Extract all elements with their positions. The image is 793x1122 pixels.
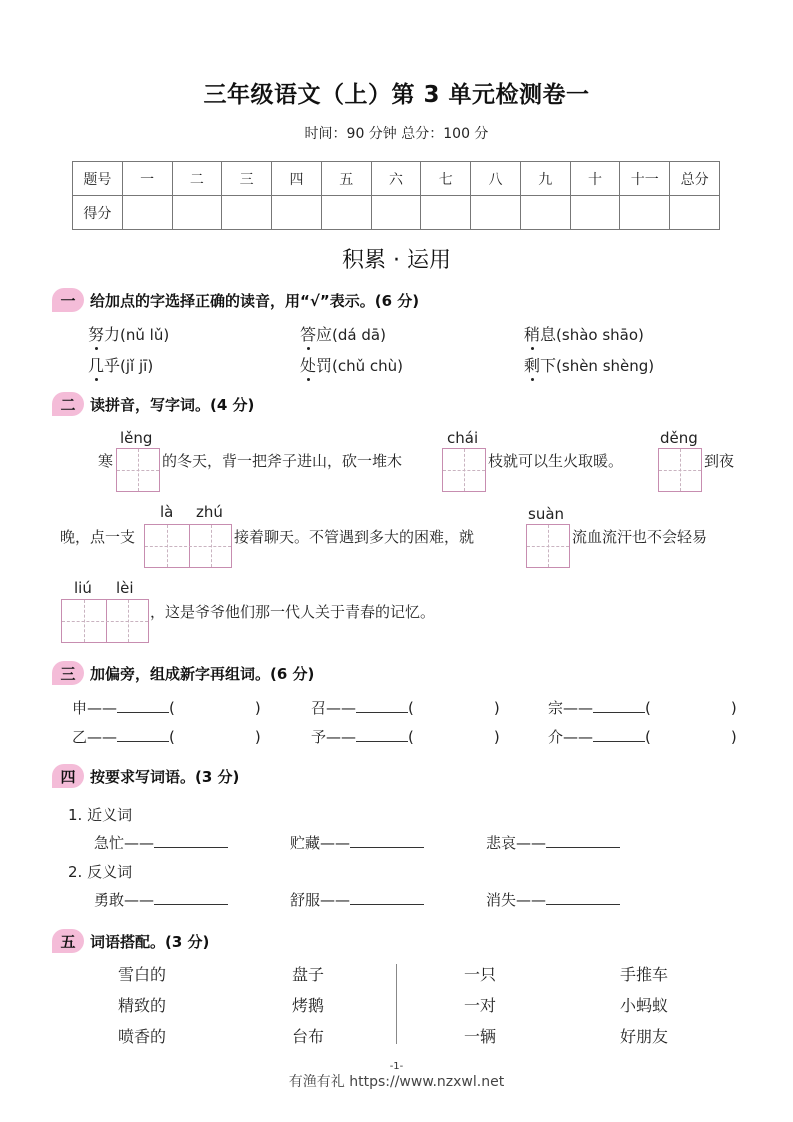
match-word[interactable]: 雪白的 bbox=[118, 965, 167, 984]
writing-grid-box[interactable] bbox=[116, 448, 160, 492]
sentence-text: ，这是爷爷他们那一代人关于青春的记忆。 bbox=[150, 603, 436, 621]
watermark: 有渔有礼 https://www.nzxwl.net bbox=[288, 1074, 505, 1090]
question-1-heading bbox=[52, 288, 419, 312]
score-input-cell[interactable] bbox=[520, 196, 570, 230]
answer-blank[interactable] bbox=[154, 847, 228, 848]
score-cell: 十一 bbox=[620, 162, 670, 196]
score-cell: 七 bbox=[421, 162, 471, 196]
match-word[interactable]: 手推车 bbox=[620, 965, 669, 984]
score-table bbox=[72, 161, 720, 230]
sentence-text: 接着聊天。不管遇到多大的困难，就 bbox=[234, 528, 475, 546]
match-word[interactable]: 精致的 bbox=[118, 996, 167, 1015]
match-word[interactable]: 小蚂蚁 bbox=[620, 996, 669, 1015]
pinyin-label: lěng bbox=[120, 429, 153, 447]
pinyin-choice-item[interactable]: 几乎(jǐ jī) bbox=[88, 356, 154, 375]
pinyin-label: chái bbox=[447, 429, 479, 447]
writing-grid-box-double[interactable] bbox=[61, 599, 149, 643]
score-input-cell[interactable] bbox=[570, 196, 620, 230]
question-2-heading bbox=[52, 392, 254, 416]
sentence-text: 寒 bbox=[98, 452, 114, 470]
answer-blank[interactable] bbox=[593, 741, 645, 742]
score-table-header-row bbox=[73, 162, 720, 196]
page-title: 三年级语文（上）第 3 单元检测卷一 bbox=[203, 82, 590, 108]
answer-blank[interactable] bbox=[117, 712, 169, 713]
answer-blank[interactable] bbox=[350, 904, 424, 905]
page-number: -1- bbox=[389, 1061, 404, 1072]
sub-heading-synonyms: 1. 近义词 bbox=[68, 806, 133, 824]
match-word[interactable]: 喷香的 bbox=[118, 1027, 167, 1046]
pinyin-choice-item[interactable]: 稍息(shào shāo) bbox=[524, 325, 644, 344]
radical-item: 乙—— ( ) bbox=[72, 728, 261, 746]
score-input-cell[interactable] bbox=[620, 196, 670, 230]
pinyin-choice-item[interactable]: 处罚(chǔ chù) bbox=[300, 356, 404, 375]
sub-heading-antonyms: 2. 反义词 bbox=[68, 863, 133, 881]
score-cell: 五 bbox=[321, 162, 371, 196]
answer-blank[interactable] bbox=[356, 712, 408, 713]
score-cell: 总分 bbox=[670, 162, 720, 196]
pinyin-label: là bbox=[160, 503, 174, 521]
score-row-label: 得分 bbox=[73, 196, 123, 230]
writing-grid-box[interactable] bbox=[526, 524, 570, 568]
question-prompt: 读拼音，写字词。(4 分) bbox=[90, 395, 255, 414]
writing-grid-box-double[interactable] bbox=[144, 524, 232, 568]
pinyin-label: suàn bbox=[528, 505, 565, 523]
match-word[interactable]: 盘子 bbox=[292, 965, 325, 984]
match-word[interactable]: 烤鹅 bbox=[292, 996, 325, 1015]
radical-item: 宗—— ( ) bbox=[548, 699, 737, 717]
question-number-badge: 三 bbox=[52, 661, 84, 685]
writing-grid-box[interactable] bbox=[658, 448, 702, 492]
column-divider bbox=[396, 964, 397, 1044]
pinyin-choice-item[interactable]: 努力(nǔ lǔ) bbox=[88, 325, 170, 344]
question-prompt: 按要求写词语。(3 分) bbox=[90, 767, 240, 786]
score-input-cell[interactable] bbox=[222, 196, 272, 230]
question-number-badge: 一 bbox=[52, 288, 84, 312]
score-input-cell[interactable] bbox=[172, 196, 222, 230]
word-item: 急忙—— bbox=[94, 832, 228, 853]
question-5-heading bbox=[52, 929, 209, 953]
answer-blank[interactable] bbox=[350, 847, 424, 848]
pinyin-choice-item[interactable]: 答应(dá dā) bbox=[300, 325, 386, 344]
question-3-heading bbox=[52, 661, 314, 685]
pinyin-label: děng bbox=[660, 429, 698, 447]
match-word[interactable]: 一只 bbox=[464, 965, 497, 984]
pinyin-label: zhú bbox=[196, 503, 223, 521]
score-cell: 三 bbox=[222, 162, 272, 196]
score-input-cell[interactable] bbox=[122, 196, 172, 230]
sentence-text: 晚，点一支 bbox=[60, 528, 136, 546]
score-input-cell[interactable] bbox=[321, 196, 371, 230]
answer-blank[interactable] bbox=[117, 741, 169, 742]
question-number-badge: 五 bbox=[52, 929, 84, 953]
question-prompt: 加偏旁，组成新字再组词。(6 分) bbox=[90, 664, 315, 683]
score-cell: 一 bbox=[122, 162, 172, 196]
score-cell: 九 bbox=[520, 162, 570, 196]
answer-blank[interactable] bbox=[593, 712, 645, 713]
score-cell: 十 bbox=[570, 162, 620, 196]
question-prompt: 词语搭配。(3 分) bbox=[90, 932, 210, 951]
word-item: 悲哀—— bbox=[486, 832, 620, 853]
question-4-heading bbox=[52, 764, 239, 788]
writing-grid-box[interactable] bbox=[442, 448, 486, 492]
radical-item: 召—— ( ) bbox=[311, 699, 500, 717]
word-item: 勇敢—— bbox=[94, 889, 228, 910]
score-input-cell[interactable] bbox=[670, 196, 720, 230]
match-word[interactable]: 好朋友 bbox=[620, 1027, 669, 1046]
word-item: 舒服—— bbox=[290, 889, 424, 910]
radical-item: 介—— ( ) bbox=[548, 728, 737, 746]
answer-blank[interactable] bbox=[546, 904, 620, 905]
pinyin-choice-item[interactable]: 剩下(shèn shèng) bbox=[524, 356, 655, 375]
word-item: 贮藏—— bbox=[290, 832, 424, 853]
question-number-badge: 四 bbox=[52, 764, 84, 788]
pinyin-label: liú bbox=[74, 579, 92, 597]
score-input-cell[interactable] bbox=[471, 196, 521, 230]
question-prompt: 给加点的字选择正确的读音，用“√”表示。(6 分) bbox=[90, 291, 420, 310]
section-title: 积累 · 运用 bbox=[342, 248, 451, 273]
match-word[interactable]: 台布 bbox=[292, 1027, 325, 1046]
score-input-cell[interactable] bbox=[272, 196, 322, 230]
answer-blank[interactable] bbox=[356, 741, 408, 742]
question-number-badge: 二 bbox=[52, 392, 84, 416]
pinyin-label: lèi bbox=[116, 579, 134, 597]
score-input-cell[interactable] bbox=[371, 196, 421, 230]
exam-info: 时间：90 分钟 总分：100 分 bbox=[304, 126, 489, 142]
match-word[interactable]: 一辆 bbox=[464, 1027, 497, 1046]
score-cell: 八 bbox=[471, 162, 521, 196]
sentence-text: 的冬天，背一把斧子进山，砍一堆木 bbox=[162, 452, 403, 470]
score-table-score-row bbox=[73, 196, 720, 230]
sentence-text: 枝就可以生火取暖。 bbox=[488, 452, 624, 470]
score-cell: 四 bbox=[272, 162, 322, 196]
radical-item: 予—— ( ) bbox=[311, 728, 500, 746]
sentence-text: 到夜 bbox=[704, 452, 735, 470]
score-cell: 六 bbox=[371, 162, 421, 196]
sentence-text: 流血流汗也不会轻易 bbox=[572, 528, 708, 546]
score-cell: 二 bbox=[172, 162, 222, 196]
score-cell: 题号 bbox=[73, 162, 123, 196]
radical-item: 申—— ( ) bbox=[72, 699, 261, 717]
answer-blank[interactable] bbox=[546, 847, 620, 848]
score-input-cell[interactable] bbox=[421, 196, 471, 230]
answer-blank[interactable] bbox=[154, 904, 228, 905]
word-item: 消失—— bbox=[486, 889, 620, 910]
match-word[interactable]: 一对 bbox=[464, 996, 497, 1015]
